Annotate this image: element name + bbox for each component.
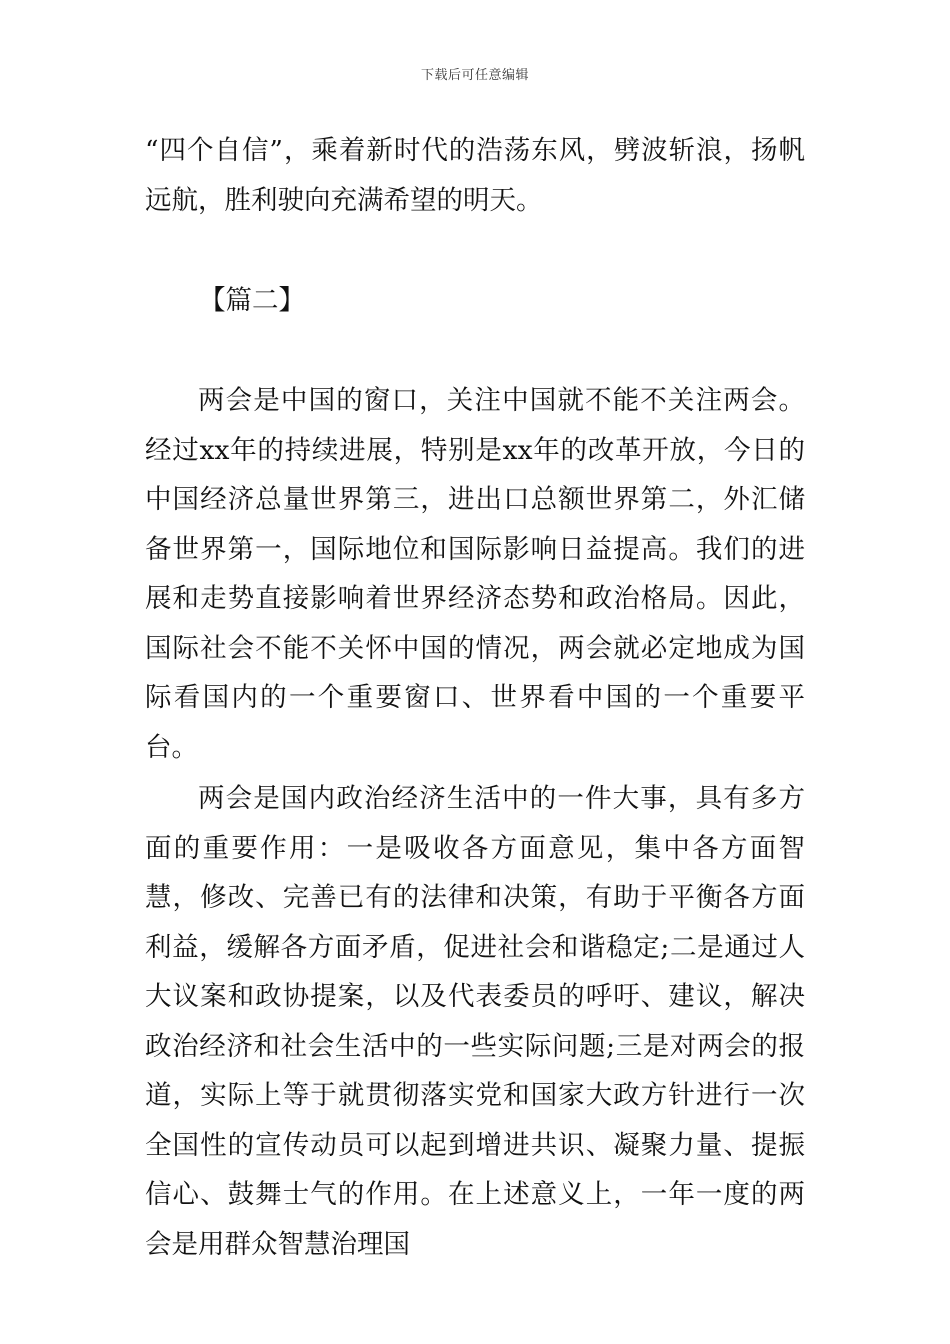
paragraph-continuation: “四个自信”，乘着新时代的浩荡东风，劈波斩浪，扬帆远航，胜利驶向充满希望的明天。 xyxy=(145,135,805,216)
section-heading: 【篇二】 xyxy=(199,285,305,316)
paragraph-two-sessions-importance: 两会是国内政治经济生活中的一件大事，具有多方面的重要作用：一是吸收各方面意见，集中各方面智慧，修改、完善已有的法律和决策，有助于平衡各方面利益，缓解各方面矛盾，促进社会和谐稳定;二是通过人大议案和政协提案，以及代表委员的呼吁、建议，解决政治经济和社会生活中的一些实际问题;三是对两会的报道，实际上等于就贯彻落实党和国家大政方针进行一次全国性的宣传动员可以起到增进共识、凝聚力量、提振信心、鼓舞士气的作用。在上述意义上，一年一度的两会是用群众智慧治理国 xyxy=(145,783,805,1260)
page-header-note: 下载后可任意编辑 xyxy=(420,68,529,83)
paragraph-two-sessions-window: 两会是中国的窗口，关注中国就不能不关注两会。经过xx年的持续进展，特别是xx年的改革开放，今日的中国经济总量世界第三，进出口总额世界第二，外汇储备世界第一，国际地位和国际影响日益提高。我们的进展和走势直接影响着世界经济态势和政治格局。因此，国际社会不能不关怀中国的情况，两会就必定地成为国际看国内的一个重要窗口、世界看中国的一个重要平台。 xyxy=(145,385,805,763)
